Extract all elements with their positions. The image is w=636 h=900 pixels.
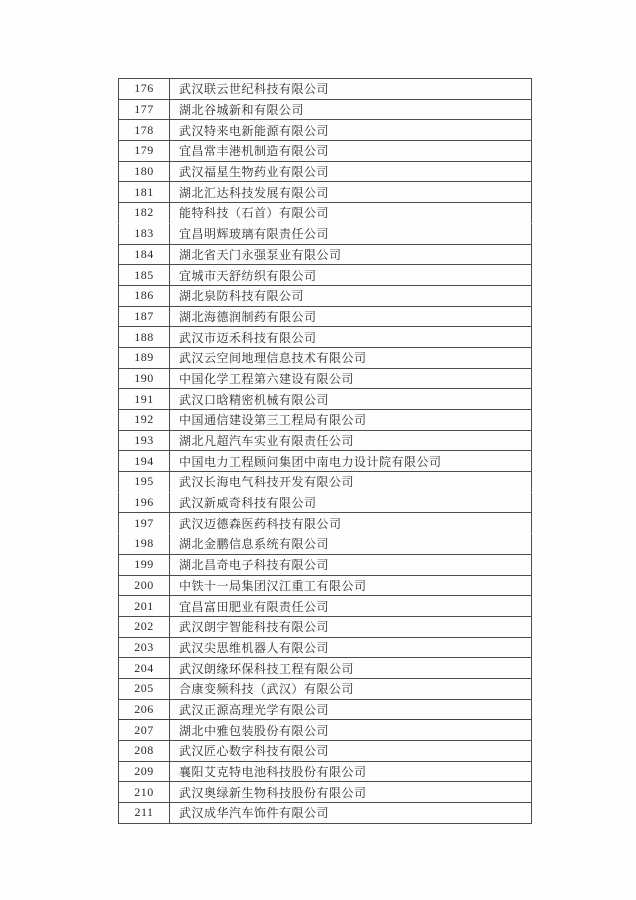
row-number-cell: 200 [118,575,169,596]
table-row [118,492,532,513]
table-row [118,575,532,596]
row-number-cell: 177 [118,99,169,120]
company-name-cell: 宜城市天舒纺织有限公司 [169,264,532,285]
table-row [118,512,532,533]
table-row [118,678,532,699]
row-number-cell: 196 [118,492,169,513]
table-row [118,181,532,202]
row-number-cell: 179 [118,140,169,161]
table-row [118,78,532,99]
table-row [118,719,532,740]
table-row [118,99,532,120]
company-name-cell: 宜昌明辉玻璃有限责任公司 [169,223,532,244]
company-name-cell: 武汉正源高理光学有限公司 [169,699,532,720]
row-number-cell: 197 [118,512,169,533]
company-name-cell: 武汉联云世纪科技有限公司 [169,78,532,99]
row-number-cell: 181 [118,181,169,202]
table-row [118,161,532,182]
row-number-cell: 207 [118,719,169,740]
table-row [118,140,532,161]
company-name-cell: 湖北省天门永强泵业有限公司 [169,244,532,265]
table-row [118,347,532,368]
table-row [118,471,532,492]
table-row [118,595,532,616]
table-row [118,657,532,678]
row-number-cell: 204 [118,657,169,678]
company-name-cell: 湖北谷城新和有限公司 [169,99,532,120]
row-number-cell: 205 [118,678,169,699]
company-name-cell: 襄阳艾克特电池科技股份有限公司 [169,761,532,782]
company-name-cell: 中铁十一局集团汉江重工有限公司 [169,575,532,596]
row-number-cell: 199 [118,554,169,575]
company-name-cell: 合康变频科技（武汉）有限公司 [169,678,532,699]
company-name-cell: 湖北金鹏信息系统有限公司 [169,533,532,554]
table-row [118,244,532,265]
company-name-cell: 武汉奥绿新生物科技股份有限公司 [169,781,532,802]
row-number-cell: 178 [118,119,169,140]
company-name-cell: 武汉特来电新能源有限公司 [169,119,532,140]
row-number-cell: 201 [118,595,169,616]
row-number-cell: 182 [118,202,169,223]
company-name-cell: 武汉长海电气科技开发有限公司 [169,471,532,492]
company-name-cell: 湖北泉防科技有限公司 [169,285,532,306]
company-name-cell: 中国电力工程顾问集团中南电力设计院有限公司 [169,450,532,471]
table-row [118,430,532,451]
row-number-cell: 195 [118,471,169,492]
company-name-cell: 武汉朗缘环保科技工程有限公司 [169,657,532,678]
company-name-cell: 武汉口晗精密机械有限公司 [169,388,532,409]
company-name-cell: 武汉匠心数字科技有限公司 [169,740,532,761]
table-row [118,285,532,306]
table-row [118,223,532,244]
row-number-cell: 194 [118,450,169,471]
row-number-cell: 210 [118,781,169,802]
company-name-cell: 宜昌常丰港机制造有限公司 [169,140,532,161]
table-row [118,388,532,409]
table-row [118,264,532,285]
company-name-cell: 武汉云空间地理信息技术有限公司 [169,347,532,368]
company-name-cell: 湖北汇达科技发展有限公司 [169,181,532,202]
company-name-cell: 湖北中雅包装股份有限公司 [169,719,532,740]
row-number-cell: 187 [118,306,169,327]
row-number-cell: 191 [118,388,169,409]
row-number-cell: 186 [118,285,169,306]
row-number-cell: 184 [118,244,169,265]
company-table [118,78,532,824]
table-row [118,368,532,389]
company-name-cell: 宜昌富田肥业有限责任公司 [169,595,532,616]
row-number-cell: 190 [118,368,169,389]
company-name-cell: 武汉市迈禾科技有限公司 [169,326,532,347]
row-number-cell: 209 [118,761,169,782]
row-number-cell: 208 [118,740,169,761]
company-name-cell: 中国通信建设第三工程局有限公司 [169,409,532,430]
row-number-cell: 183 [118,223,169,244]
company-name-cell: 武汉新威奇科技有限公司 [169,492,532,513]
table-row [118,533,532,554]
table-row [118,119,532,140]
table-row [118,616,532,637]
company-name-cell: 武汉迈德森医药科技有限公司 [169,512,532,533]
row-number-cell: 185 [118,264,169,285]
table-row [118,202,532,223]
table-row [118,802,532,824]
company-table-body [118,78,532,824]
table-row [118,409,532,430]
row-number-cell: 202 [118,616,169,637]
row-number-cell: 198 [118,533,169,554]
row-number-cell: 192 [118,409,169,430]
table-row [118,326,532,347]
row-number-cell: 211 [118,802,169,824]
company-name-cell: 武汉尖思维机器人有限公司 [169,637,532,658]
row-number-cell: 180 [118,161,169,182]
company-name-cell: 武汉福星生物药业有限公司 [169,161,532,182]
table-row [118,761,532,782]
table-row [118,450,532,471]
company-name-cell: 湖北海德润制药有限公司 [169,306,532,327]
company-name-cell: 中国化学工程第六建设有限公司 [169,368,532,389]
row-number-cell: 188 [118,326,169,347]
row-number-cell: 189 [118,347,169,368]
company-name-cell: 武汉朗宇智能科技有限公司 [169,616,532,637]
company-name-cell: 湖北昌奇电子科技有限公司 [169,554,532,575]
table-row [118,306,532,327]
row-number-cell: 176 [118,78,169,99]
table-row [118,554,532,575]
row-number-cell: 206 [118,699,169,720]
table-row [118,699,532,720]
row-number-cell: 193 [118,430,169,451]
company-name-cell: 湖北凡超汽车实业有限责任公司 [169,430,532,451]
table-row [118,781,532,802]
row-number-cell: 203 [118,637,169,658]
company-name-cell: 能特科技（石首）有限公司 [169,202,532,223]
table-row [118,740,532,761]
company-name-cell: 武汉成华汽车饰件有限公司 [169,802,532,824]
table-row [118,637,532,658]
